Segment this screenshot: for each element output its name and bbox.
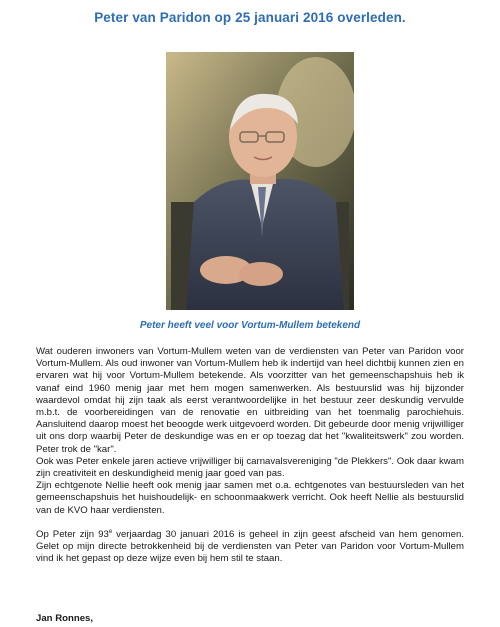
paragraph <box>36 529 464 566</box>
article-title: Peter van Paridon op 25 januari 2016 overleden. <box>94 10 406 25</box>
paragraph: Wat ouderen inwoners van Vortum-Mullem weten van de verdiensten van Peter van Paridon voor Vortum-Mullem. Als oud inwoner van Vortum-Mullem heb ik indertijd van heel dichtbij kunnen zien en ervaren wat hij voor Vortum-Mullem betekende. Als voorzitter van het gemeenschapshuis heb ik vanaf eind 1960 menig jaar met hem mogen samenwerken. Als bestuurslid was hij bijzonder waardevol omdat hij zijn taak als eerst verantwoordelijke in het bestuur zeer deskundig vervulde m.b.t. de voorbereidingen van de renovatie en uitbreiding van het toenmalig parochiehuis. Aansluitend daarop moest het beoogde werk uitgevoerd worden. Dit gebeurde door menig vrijwilliger uit ons dorp waarbij Peter de deskundige was en er op toezag dat het "kwaliteitswerk" zou worden. Peter trok de "kar". <box>36 346 464 455</box>
portrait-photo <box>166 52 354 310</box>
paragraph: Ook was Peter enkele jaren actieve vrijwilliger bij carnavalsvereniging "de Plekkers". Ook daar kwam zijn creativiteit en deskundigheid menig jaar goed van pas. <box>36 455 464 480</box>
paragraph: Zijn echtgenote Nellie heeft ook menig jaar samen met o.a. echtgenotes van bestuursleden van het gemeenschapshuis het huishoudelijk- en schoonmaakwerk verricht. Ook heeft Nellie als bestuurslid van de KVO haar verdiensten. <box>36 480 464 516</box>
article-body <box>36 346 464 565</box>
author-signature: Jan Ronnes, <box>36 613 94 624</box>
paragraph-text: Op Peter zijn 93 <box>36 528 109 540</box>
paragraph-text: verjaardag 30 januari 2016 is geheel in zijn geest afscheid van hem genomen. Gelet op mijn directe betrokkenheid bij de verdiensten van Peter van Paridon voor Vortum-Mullem vind ik het gepast op deze wijze even bij hem stil te staan. <box>36 528 465 565</box>
photo-caption: Peter heeft veel voor Vortum-Mullem betekend <box>139 320 361 331</box>
superscript: e <box>108 528 113 535</box>
